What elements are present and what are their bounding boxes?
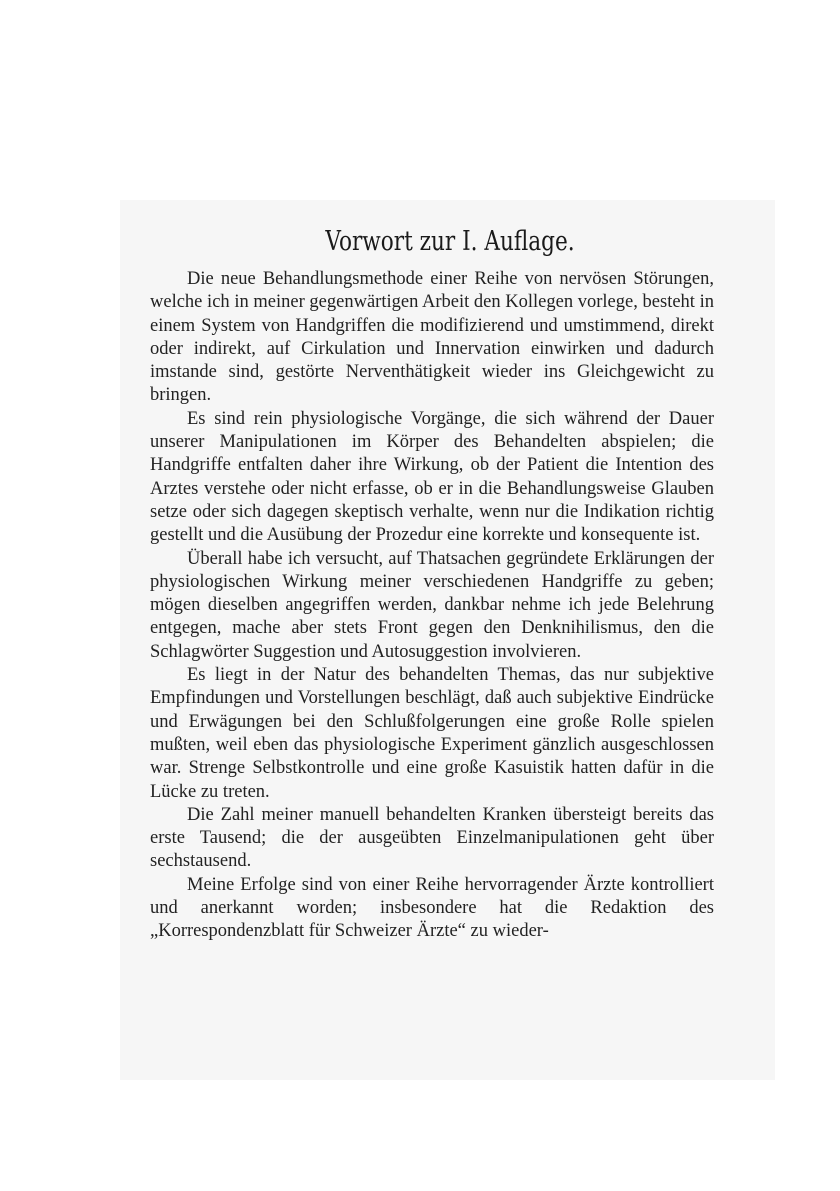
paragraph-3: Überall habe ich versucht, auf Thatsachen gegründete Erklärungen der physiologischen Wirkung meiner verschiedenen Handgriffe zu geben; mögen dieselben angegriffen werden, dankbar nehme ich jede Belehrung entgegen, mache aber stets Front gegen den Denknihilismus, den die Schlagwörter Suggestion und Autosuggestion involvieren. bbox=[150, 548, 714, 662]
paragraph-1: Die neue Behandlungsmethode einer Reihe von nervösen Störungen, welche ich in meiner gegenwärtigen Arbeit den Kollegen vorlege, besteht in einem System von Handgriffen die modifizierend und umstimmend, direkt oder indirekt, auf Cirkulation und Innervation einwirken und dadurch imstande sind, gestörte Nerventhätigkeit wieder ins Gleichgewicht zu bringen. bbox=[150, 269, 714, 406]
preface-text bbox=[150, 268, 714, 944]
paragraph-6: Meine Erfolge sind von einer Reihe hervorragender Ärzte kontrolliert und anerkannt worden; insbesondere hat die Redaktion des „Korrespondenzblatt für Schweizer Ärzte“ zu wieder- bbox=[150, 874, 714, 942]
paragraph-4: Es liegt in der Natur des behandelten Themas, das nur subjektive Empfindungen und Vorstellungen beschlägt, daß auch subjektive Eindrücke und Erwägungen bei den Schlußfolgerungen eine große Rolle spielen mußten, weil eben das physiologische Experiment gänzlich ausgeschlossen war. Strenge Selbstkontrolle und eine große Kasuistik hatten dafür in die Lücke zu treten. bbox=[150, 665, 714, 802]
page-title: Vorwort zur I. Auflage. bbox=[325, 226, 575, 257]
paragraph-2: Es sind rein physiologische Vorgänge, die sich während der Dauer unserer Manipulationen im Körper des Behandelten abspielen; die Handgriffe entfalten daher ihre Wirkung, ob der Patient die Intention des Arztes verstehe oder nicht erfasse, ob er in die Behandlungsweise Glauben setze oder sich dagegen skeptisch verhalte, wenn nur die Indikation richtig gestellt und die Ausübung der Prozedur eine korrekte und konsequente ist. bbox=[150, 408, 714, 546]
paragraph-5: Die Zahl meiner manuell behandelten Kranken übersteigt bereits das erste Tausend; die der ausgeübten Einzelmanipulationen geht über sechstausend. bbox=[150, 804, 714, 872]
